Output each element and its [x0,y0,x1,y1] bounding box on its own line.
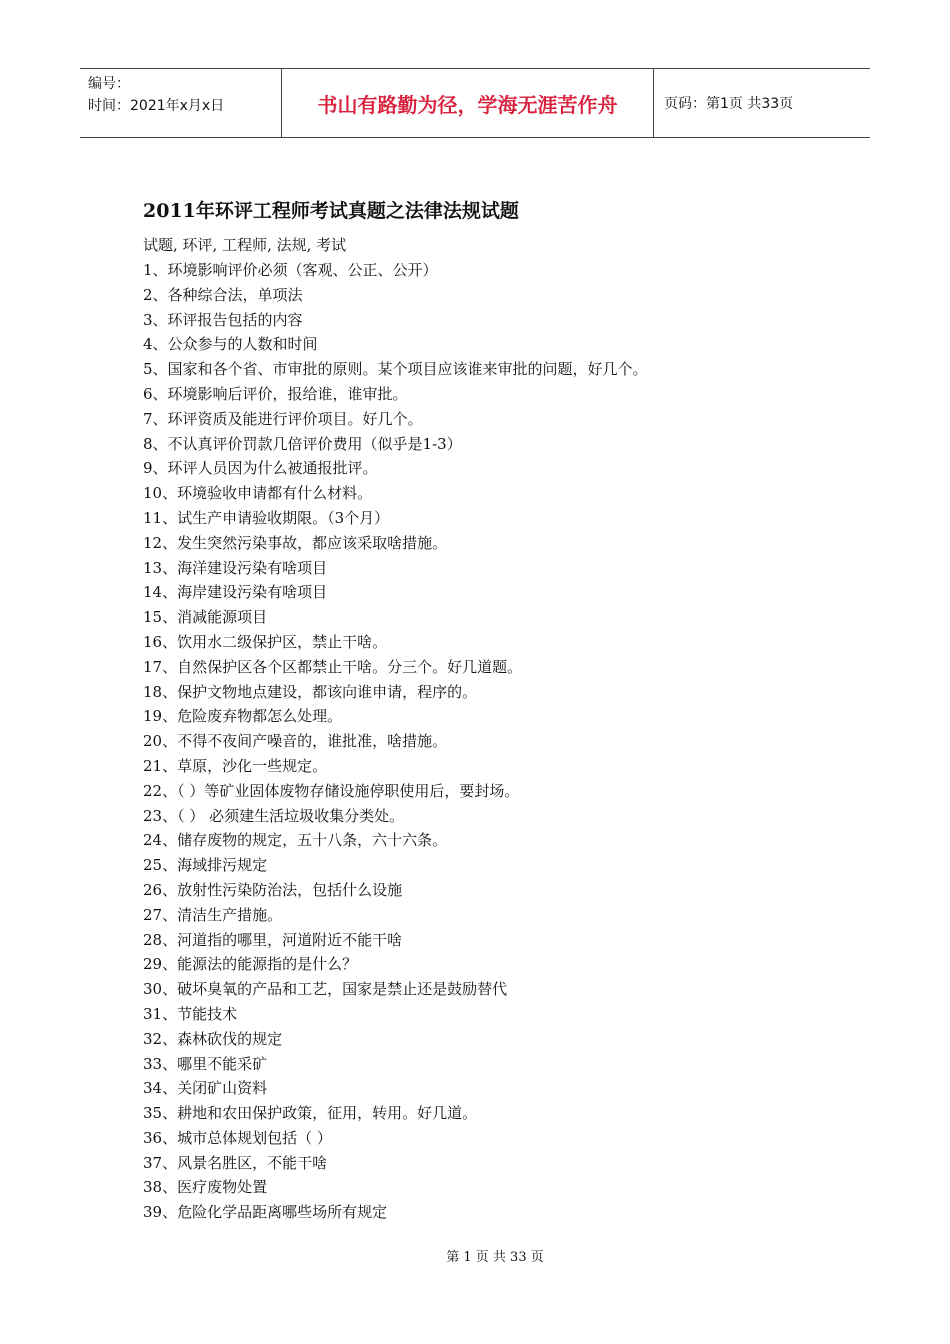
list-item: 14、海岸建设污染有啥项目 [143,583,328,602]
list-item: 3、环评报告包括的内容 [143,310,303,329]
list-item: 16、饮用水二级保护区，禁止干啥。 [143,632,388,651]
list-item: 23、（ ） 必须建生活垃圾收集分类处。 [143,806,405,825]
document-title: 2011年环评工程师考试真题之法律法规试题 [143,200,519,222]
list-item: 31、节能技术 [143,1004,238,1023]
document-keywords: 试题, 环评, 工程师, 法规, 考试 [143,236,347,254]
list-item: 5、国家和各个省、市审批的原则。某个项目应该谁来审批的问题，好几个。 [143,360,648,379]
header-motto: 书山有路勤为径，学海无涯苦作舟 [282,69,654,137]
list-item: 33、哪里不能采矿 [143,1054,268,1073]
list-item: 35、耕地和农田保护政策，征用，转用。好几道。 [143,1104,478,1123]
list-item: 4、公众参与的人数和时间 [143,335,318,354]
time-label: 时间：2021年x月x日 [88,98,225,114]
list-item: 22、（ ）等矿业固体废物存储设施停职使用后，要封场。 [143,781,520,800]
header-page-info: 页码：第1页 共33页 [664,96,794,112]
list-item: 28、河道指的哪里，河道附近不能干啥 [143,930,403,949]
list-item: 18、保护文物地点建设，都该向谁申请，程序的。 [143,682,478,701]
page-header [80,68,870,138]
list-item: 12、发生突然污染事故，都应该采取啥措施。 [143,533,448,552]
list-item: 24、储存废物的规定，五十八条，六十六条。 [143,831,448,850]
question-list [143,258,648,1225]
list-item: 10、环境验收申请都有什么材料。 [143,484,373,503]
list-item: 34、关闭矿山资料 [143,1079,268,1098]
list-item: 25、海域排污规定 [143,856,268,875]
list-item: 36、城市总体规划包括（ ） [143,1128,332,1147]
list-item: 13、海洋建设污染有啥项目 [143,558,328,577]
list-item: 20、不得不夜间产噪音的，谁批准，啥措施。 [143,732,448,751]
list-item: 15、消减能源项目 [143,608,268,627]
list-item: 27、清洁生产措施。 [143,905,283,924]
number-label: 编号： [88,76,130,92]
list-item: 19、危险废弃物都怎么处理。 [143,707,343,726]
list-item: 8、不认真评价罚款几倍评价费用（似乎是1-3） [143,434,462,453]
list-item: 30、破坏臭氧的产品和工艺，国家是禁止还是鼓励替代 [143,980,508,999]
list-item: 7、环评资质及能进行评价项目。好几个。 [143,409,423,428]
list-item: 11、试生产申请验收期限。（3个月） [143,508,390,527]
list-item: 26、放射性污染防治法，包括什么设施 [143,880,403,899]
list-item: 2、各种综合法，单项法 [143,285,303,304]
list-item: 17、自然保护区各个区都禁止干啥。分三个。好几道题。 [143,657,523,676]
list-item: 39、危险化学品距离哪些场所有规定 [143,1203,388,1222]
page-footer: 第 1 页 共 33 页 [446,1250,544,1265]
list-item: 9、环评人员因为什么被通报批评。 [143,459,378,478]
list-item: 29、能源法的能源指的是什么？ [143,955,358,974]
list-item: 37、风景名胜区，不能干啥 [143,1153,328,1172]
list-item: 32、森林砍伐的规定 [143,1029,283,1048]
list-item: 1、环境影响评价必须（客观、公正、公开） [143,261,438,279]
list-item: 21、草原，沙化一些规定。 [143,756,328,775]
list-item: 38、医疗废物处置 [143,1178,268,1197]
list-item: 6、环境影响后评价，报给谁，谁审批。 [143,384,408,403]
header-meta [80,69,282,137]
